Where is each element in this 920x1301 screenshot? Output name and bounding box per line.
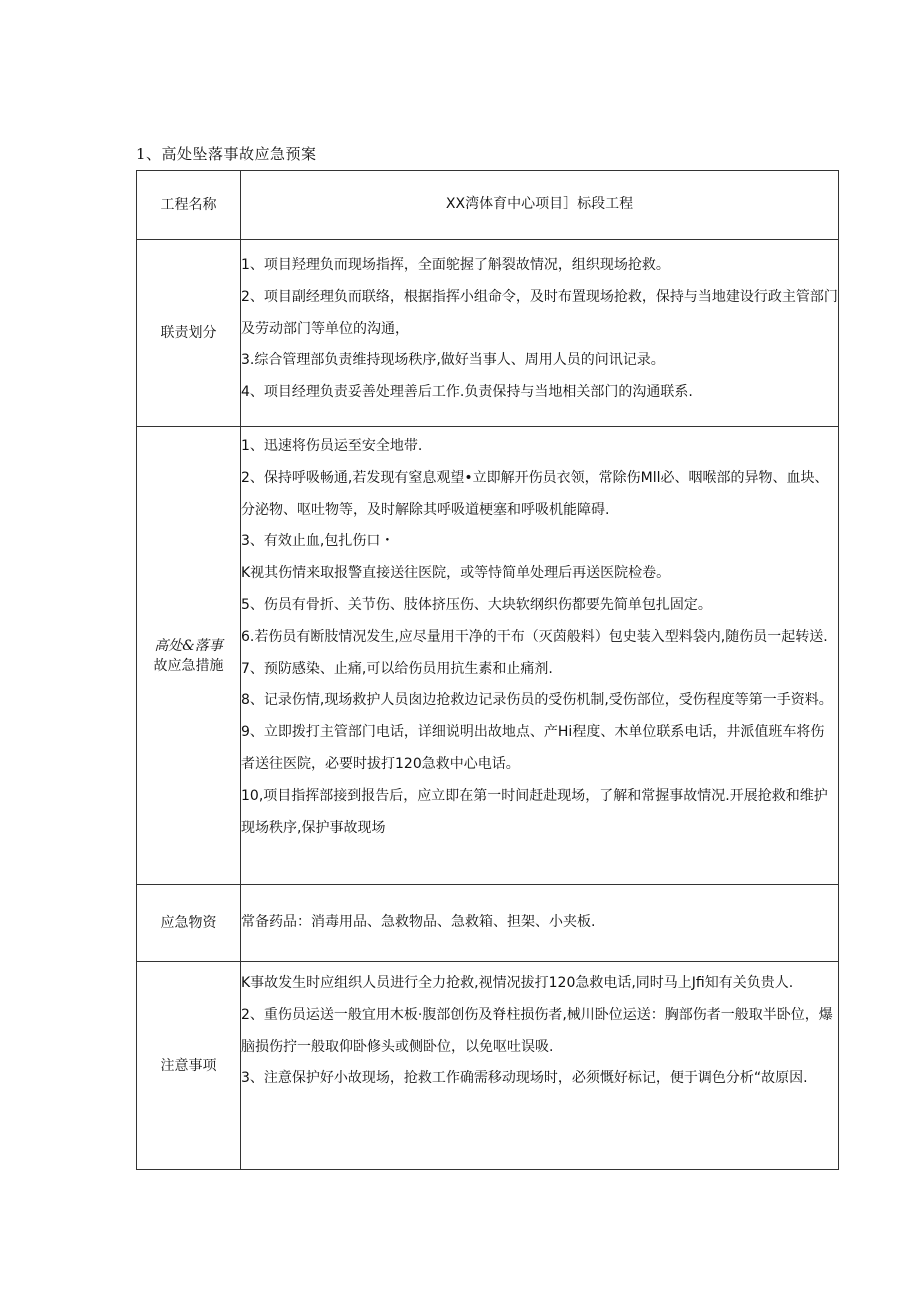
list-item: 10,项目指挥部接到报告后，应立即在第一时间赶赴现场，了解和常握事故情况.开展抢救和维护现场秩序,保护事故现场 — [241, 787, 828, 836]
list-item: K视其伤情来取报警直接送往医院，或等恃简单处理后再送医院检卷。 — [241, 565, 671, 582]
document-title: 1、高处坠落事故应急预案 — [136, 145, 317, 163]
measures-label-line2: 故应急措施 — [153, 657, 224, 674]
table-row — [137, 240, 839, 427]
list-item: 2、重伤员运送一般宜用木板·腹部创伤及脊柱损伤者,械川卧位运送：胸部伤者一般取半卧位，爆脑损伤拧一般取仰卧修头或侧卧位，以免呕吐误吸. — [241, 1006, 833, 1055]
materials-label: 应急物资 — [137, 885, 241, 962]
measures-content — [241, 427, 839, 885]
project-name-label: 工程名称 — [137, 171, 241, 240]
list-item: 4、项目经理负责妥善处理善后工作.负责保持与当地相关部门的沟通联系. — [241, 384, 693, 401]
list-item: 9、立即拨打主管部门电话，详细说明出故地点、产Hi程度、木单位联系电话，井派值班车将伤者送往医院，必要时拔打120急救中心电话。 — [241, 724, 825, 772]
list-item: 8、记录伤情,现场救护人员囱边抢救边记录伤员的受伤机制,受伤部位，受伤程度等第一手资料。 — [241, 692, 833, 709]
duties-label: 联责划分 — [137, 240, 241, 427]
measures-label — [137, 427, 241, 885]
project-name-value: XX湾体育中心项目］标段工程 — [241, 171, 839, 240]
notes-content — [241, 962, 839, 1170]
list-item: 3、有效止血,包扎伤口・ — [241, 533, 395, 550]
materials-value: 常备药品：消毒用品、急救物品、急救箱、担架、小夹板. — [241, 885, 839, 962]
list-item: 2、保持呼吸畅通,若发现有窒息观望•立即解开伤员衣领，常除伤Mll必、咽喉部的异物、血块、分泌物、呕吐物等，及时解除其呼吸道梗塞和呼吸机能障碍. — [241, 469, 829, 518]
list-item: 3.综合管理部负责维持现场秩序,做好当事人、周用人员的问讯记录。 — [241, 352, 665, 369]
table-row — [137, 962, 839, 1170]
list-item: 6.若伤员有断肢情况发生,应尽量用干净的干布（灭茵般料）包史装入型料袋内,随伤员一起转送. — [241, 628, 828, 645]
table-row — [137, 171, 839, 240]
table-row — [137, 885, 839, 962]
emergency-plan-table — [136, 170, 839, 1170]
duties-content — [241, 240, 839, 427]
list-item: 1、项目羟理负而现场指挥，全面鸵握了斛裂故情况，组织现场抢救。 — [241, 257, 670, 273]
measures-label-line1: 高处&落事 — [154, 637, 223, 654]
measures-list — [241, 431, 838, 879]
list-item: 3、注意保护好小故现场，抢救工作确需移动现场时，必须慨好标记，便于调色分析“故原因. — [241, 1070, 808, 1087]
table-row — [137, 427, 839, 885]
list-item: 5、伤员有骨折、关节伤、肢体挤压伤、大块软纲织伤都要先简单包扎固定。 — [241, 596, 712, 613]
list-item: 1、迅速将伤员运至安全地带. — [241, 438, 423, 454]
list-item: K事故发生时应组织人员进行全力抢救,视情况拔打120急救电话,同时马上Jfi知有关负贵人. — [241, 975, 794, 991]
list-item: 2、项目副经理负而联络，根据指挥小组命令，及时布置现场抢救，保持与当地建设行政主管部门及劳动部门等单位的沟通， — [241, 288, 838, 337]
notes-label: 注意事项 — [137, 962, 241, 1170]
list-item: 7、预防感染、止痛,可以给伤员用抗生素和止痛剂. — [241, 660, 553, 677]
